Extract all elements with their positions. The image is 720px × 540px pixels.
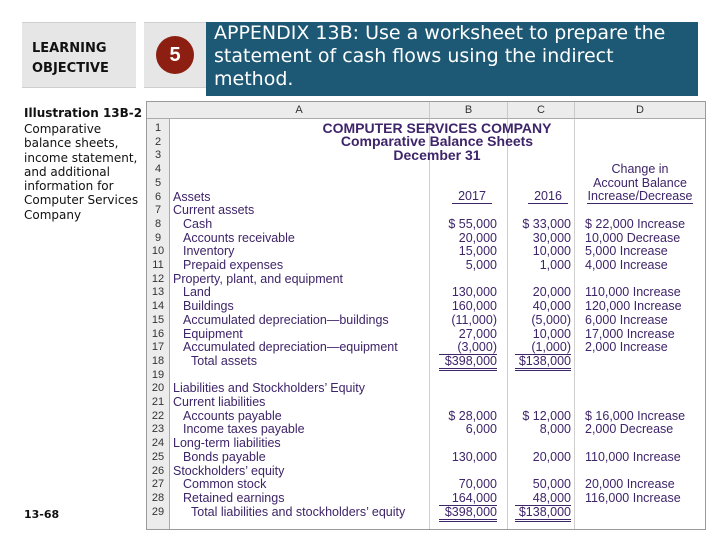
value-2017: 27,000 <box>458 326 497 341</box>
change-value: 20,000 Increase <box>585 477 675 492</box>
row-label: Current liabilities <box>173 395 266 409</box>
value-2017: $ 55,000 <box>448 216 497 231</box>
row-number: 1 <box>154 122 162 134</box>
row-number: 8 <box>154 217 162 230</box>
objective-number-badge: 5 <box>156 36 194 74</box>
row-label: Cash <box>183 216 213 231</box>
year-2017-header: 2017 <box>452 189 492 204</box>
row-label: Liabilities and Stockholders’ Equity <box>173 381 366 396</box>
value-2016: (5,000) <box>531 312 571 327</box>
objective-number-box <box>144 22 206 88</box>
gridline <box>429 119 430 529</box>
value-2017: 164,000 <box>439 491 497 506</box>
value-2017: 15,000 <box>458 244 497 259</box>
row-number: 16 <box>151 327 165 340</box>
value-2016: 8,000 <box>539 422 571 437</box>
change-value: 4,000 Increase <box>585 258 668 272</box>
value-2017: 160,000 <box>451 299 497 314</box>
row-number: 29 <box>151 505 165 518</box>
row-label: Current assets <box>173 203 255 218</box>
row-number: 11 <box>152 259 164 271</box>
change-value: 120,000 Increase <box>585 299 682 314</box>
value-2017: 130,000 <box>451 449 497 464</box>
row-number: 6 <box>154 190 162 203</box>
value-2016: (1,000) <box>515 340 571 355</box>
value-2016: 10,000 <box>532 244 571 259</box>
change-value: 2,000 Increase <box>585 340 668 355</box>
value-2016: 20,000 <box>532 449 571 464</box>
value-2017: $398,000 <box>439 505 497 522</box>
row-number: 19 <box>151 368 165 381</box>
learning-objective-label: LEARNING OBJECTIVE <box>32 41 109 76</box>
row-number: 15 <box>151 313 165 326</box>
row-number: 2 <box>154 135 162 148</box>
column-header-c: C <box>508 102 575 119</box>
illustration-title: Illustration 13B-2 <box>24 106 143 120</box>
slide-title: APPENDIX 13B: Use a worksheet to prepare the statement of cash flows using the indirect method. <box>214 22 666 90</box>
row-number: 23 <box>151 423 165 436</box>
statement-date: December 31 <box>393 147 481 163</box>
value-2016: 1,000 <box>539 258 571 272</box>
value-2017: $398,000 <box>439 354 497 371</box>
row-label: Land <box>183 285 211 300</box>
row-number: 25 <box>151 450 165 463</box>
row-label: Accounts receivable <box>183 230 295 245</box>
row-number: 21 <box>151 396 165 408</box>
illustration-description: Comparative balance sheets, income statement, and additional information for Computer Services Company <box>24 122 139 222</box>
row-number: 26 <box>151 464 165 477</box>
row-label: Income taxes payable <box>183 422 305 437</box>
change-value: 2,000 Decrease <box>585 422 674 437</box>
value-2017: $ 28,000 <box>448 408 497 423</box>
learning-objective-box <box>22 22 136 88</box>
row-label: Assets <box>173 189 211 204</box>
row-label: Bonds payable <box>183 449 266 464</box>
change-value: 110,000 Increase <box>585 449 681 464</box>
row-number: 20 <box>151 382 165 395</box>
change-header-line3: Increase/Decrease <box>587 189 693 203</box>
change-value: 5,000 Increase <box>585 244 668 259</box>
row-label: Accumulated depreciation—buildings <box>183 312 389 327</box>
row-label: Prepaid expenses <box>183 258 284 272</box>
value-2016: 48,000 <box>515 491 571 506</box>
value-2016: 20,000 <box>532 285 571 300</box>
row-number: 4 <box>154 163 162 176</box>
value-2016: 30,000 <box>532 230 571 245</box>
title-banner <box>206 22 698 96</box>
column-header-b: B <box>430 102 508 119</box>
row-label: Retained earnings <box>183 490 285 505</box>
row-label: Long-term liabilities <box>173 436 281 451</box>
value-2016: $ 33,000 <box>522 216 571 231</box>
value-2017: (11,000) <box>451 312 497 327</box>
row-label: Accumulated depreciation—equipment <box>183 340 398 355</box>
change-value: 10,000 Decrease <box>585 230 681 245</box>
row-number: 9 <box>154 231 162 244</box>
value-2017: 130,000 <box>451 285 497 300</box>
value-2016: 50,000 <box>532 477 571 492</box>
row-number: 24 <box>151 437 165 450</box>
value-2016: 40,000 <box>532 299 571 314</box>
row-number: 10 <box>151 245 165 258</box>
row-label: Stockholders’ equity <box>173 463 285 478</box>
row-label: Accounts payable <box>183 408 282 423</box>
column-header-d: D <box>575 102 705 119</box>
page-number: 13-68 <box>24 508 60 521</box>
change-header-line1: Change in <box>611 162 669 176</box>
row-label: Inventory <box>183 244 235 259</box>
change-value: $ 22,000 Increase <box>585 216 686 231</box>
change-header-line2: Account Balance <box>593 176 687 190</box>
value-2017: 5,000 <box>465 258 497 272</box>
statement-name: Comparative Balance Sheets <box>340 133 534 149</box>
row-number: 14 <box>151 300 165 313</box>
value-2017: (3,000) <box>439 340 497 355</box>
company-name: COMPUTER SERVICES COMPANY <box>322 120 552 136</box>
row-number: 7 <box>154 204 162 217</box>
change-value: 110,000 Increase <box>585 285 681 300</box>
spreadsheet <box>146 101 706 530</box>
row-number: 18 <box>151 354 165 367</box>
change-value: $ 16,000 Increase <box>585 408 686 423</box>
value-2017: 70,000 <box>458 477 497 492</box>
row-number: 22 <box>151 409 165 422</box>
row-number: 28 <box>151 491 165 504</box>
year-2016-header: 2016 <box>528 189 568 204</box>
value-2016: $ 12,000 <box>522 408 571 423</box>
value-2016: $138,000 <box>515 354 571 371</box>
row-label: Common stock <box>183 477 267 492</box>
row-number: 13 <box>151 286 165 299</box>
change-value: 17,000 Increase <box>585 326 675 341</box>
value-2017: 6,000 <box>465 422 497 437</box>
row-number: 3 <box>154 149 162 162</box>
row-label: Total liabilities and stockholders’ equity <box>191 504 406 519</box>
change-value: 6,000 Increase <box>585 312 668 327</box>
change-value: 116,000 Increase <box>585 490 681 505</box>
row-number: 5 <box>154 176 162 189</box>
row-label: Equipment <box>183 326 243 341</box>
row-number: 17 <box>151 341 165 354</box>
column-header-a: A <box>169 102 430 119</box>
value-2016: 10,000 <box>532 326 571 341</box>
row-label: Total assets <box>191 353 258 368</box>
value-2016: $138,000 <box>515 505 571 522</box>
row-number: 27 <box>151 478 165 491</box>
row-label: Buildings <box>183 299 234 314</box>
value-2017: 20,000 <box>458 230 497 245</box>
row-label: Property, plant, and equipment <box>173 271 344 286</box>
corner-cell <box>147 102 170 119</box>
gridline <box>507 119 508 529</box>
row-number: 12 <box>151 272 165 285</box>
